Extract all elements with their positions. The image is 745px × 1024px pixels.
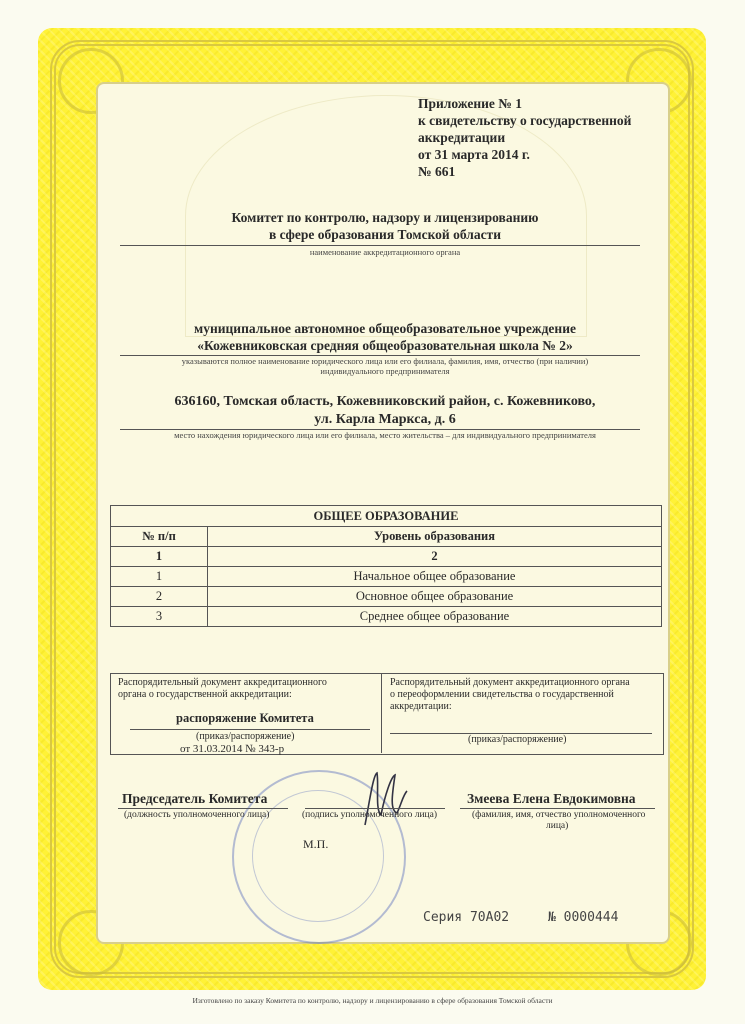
doc-right-label: аккредитации: bbox=[390, 701, 452, 712]
doc-left-caption: (приказ/распоряжение) bbox=[196, 731, 295, 742]
doc-right-label: о переоформлении свидетельства о государственной bbox=[390, 689, 614, 700]
appendix-header bbox=[418, 95, 668, 180]
signatory-position: Председатель Комитета bbox=[122, 791, 268, 806]
institution-caption: индивидуального предпринимателя bbox=[320, 366, 450, 376]
table-row bbox=[111, 567, 662, 587]
signature-scribble bbox=[355, 765, 415, 835]
header-number: № 661 bbox=[418, 164, 456, 179]
underline bbox=[120, 245, 640, 246]
institution-name-line2: «Кожевниковская средняя общеобразовательная школа № 2» bbox=[197, 338, 573, 353]
doc-left-date: от 31.03.2014 № 343-р bbox=[180, 743, 285, 755]
underline bbox=[460, 808, 655, 809]
authority-name-line1: Комитет по контролю, надзору и лицензированию bbox=[231, 210, 539, 225]
printing-footer: Изготовлено по заказу Комитета по контролю, надзору и лицензированию в сфере образования Томской области bbox=[192, 996, 553, 1005]
address-line2: ул. Карла Маркса, д. 6 bbox=[314, 412, 456, 427]
table-title: ОБЩЕЕ ОБРАЗОВАНИЕ bbox=[111, 506, 662, 527]
name-caption: (фамилия, имя, отчество уполномоченного bbox=[472, 810, 646, 820]
seal-place-label: М.П. bbox=[303, 837, 329, 851]
table-title-row bbox=[111, 506, 662, 527]
address-caption: место нахождения юридического лица или его филиала, место жительства – для индивидуального предпринимателя bbox=[174, 430, 596, 440]
sign-caption: (подпись уполномоченного лица) bbox=[302, 810, 438, 820]
name-caption: лица) bbox=[546, 821, 569, 831]
row-level: Среднее общее образование bbox=[208, 607, 662, 627]
documents-divider bbox=[381, 673, 382, 753]
blank-number: № 0000444 bbox=[548, 910, 619, 925]
row-number: 3 bbox=[111, 607, 208, 627]
row-level: Начальное общее образование bbox=[208, 567, 662, 587]
authority-caption: наименование аккредитационного органа bbox=[309, 247, 461, 257]
institution-name-line1: муниципальное автономное общеобразовательное учреждение bbox=[194, 321, 576, 336]
header-line: аккредитации bbox=[418, 130, 506, 145]
address-line1: 636160, Томская область, Кожевниковский район, с. Кожевниково, bbox=[174, 394, 596, 409]
position-caption: (должность уполномоченного лица) bbox=[124, 810, 270, 820]
institution-caption: указываются полное наименование юридического лица или его филиала, фамилия, имя, отчество (при наличии) bbox=[181, 356, 589, 366]
table-row bbox=[111, 607, 662, 627]
table-numbering-row bbox=[111, 547, 662, 567]
col-header-level: Уровень образования bbox=[208, 527, 662, 547]
doc-left-label: органа о государственной аккредитации: bbox=[118, 689, 292, 700]
row-level: Основное общее образование bbox=[208, 587, 662, 607]
series-number: Серия 70А02 bbox=[423, 910, 510, 925]
education-table bbox=[110, 505, 662, 627]
underline bbox=[305, 808, 445, 809]
appendix-title: Приложение № 1 bbox=[418, 96, 522, 111]
underline bbox=[130, 729, 370, 730]
underline bbox=[118, 808, 288, 809]
doc-left-value: распоряжение Комитета bbox=[176, 711, 314, 725]
col-header-number: № п/п bbox=[111, 527, 208, 547]
authority-name-line2: в сфере образования Томской области bbox=[269, 227, 501, 242]
table-header-row bbox=[111, 527, 662, 547]
signatory-name: Змеева Елена Евдокимовна bbox=[467, 791, 636, 806]
col-number: 2 bbox=[208, 547, 662, 567]
header-line: к свидетельству о государственной bbox=[418, 113, 632, 128]
doc-right-label: Распорядительный документ аккредитационного органа bbox=[390, 677, 630, 688]
header-date: от 31 марта 2014 г. bbox=[418, 147, 530, 162]
row-number: 1 bbox=[111, 567, 208, 587]
col-number: 1 bbox=[111, 547, 208, 567]
table-row bbox=[111, 587, 662, 607]
row-number: 2 bbox=[111, 587, 208, 607]
doc-left-label: Распорядительный документ аккредитационного bbox=[118, 677, 327, 688]
doc-right-caption: (приказ/распоряжение) bbox=[468, 734, 567, 745]
